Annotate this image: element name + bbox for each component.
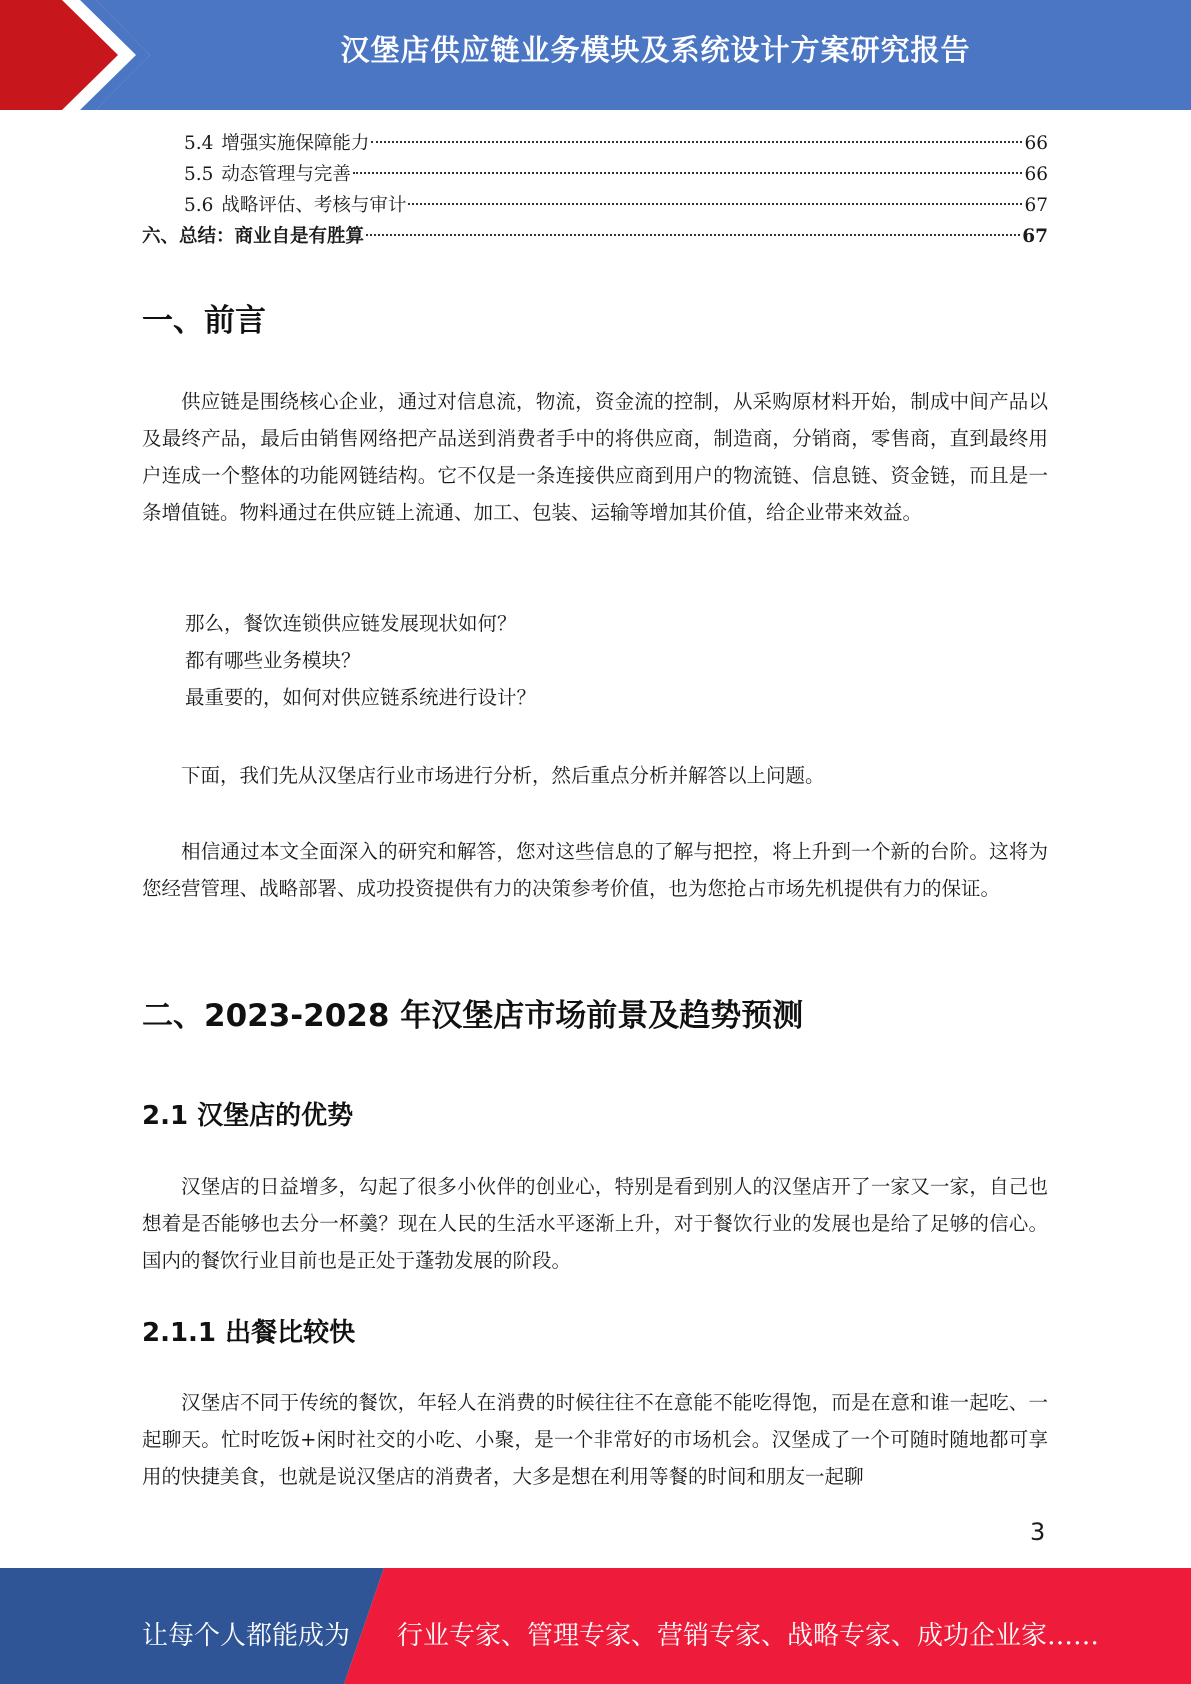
toc-entry-label: 动态管理与完善 [221, 164, 351, 185]
preface-paragraph-1: 供应链是围绕核心企业，通过对信息流，物流，资金流的控制，从采购原材料开始，制成中间产品以及最终产品，最后由销售网络把产品送到消费者手中的将供应商，制造商，分销商，零售商，直到最终用户连成一个整体的功能网链结构。它不仅是一条连接供应商到用户的物流链、信息链、资金链，而且是一条增值链。物料通过在供应链上流通、加工、包装、运输等增加其价值，给企业带来效益。 [142, 390, 1048, 524]
toc-leader-dots [371, 141, 1022, 143]
toc-entry-page: 67 [1022, 226, 1048, 247]
toc-entry[interactable] [142, 221, 1048, 252]
toc-leader-dots [408, 203, 1022, 205]
preface-paragraph-3: 相信通过本文全面深入的研究和解答，您对这些信息的了解与把控，将上升到一个新的台阶。这将为您经营管理、战略部署、成功投资提供有力的决策参考价值，也为您抢占市场先机提供有力的保证。 [142, 840, 1048, 900]
section-heading-preface: 一、前言 [142, 303, 266, 339]
toc-leader-dots [366, 234, 1020, 236]
table-of-contents [142, 128, 1048, 252]
header-band [0, 0, 1191, 110]
fast-serving-paragraph: 汉堡店不同于传统的餐饮，年轻人在消费的时候往往不在意能不能吃得饱，而是在意和谁一起吃、一起聊天。忙时吃饭+闲时社交的小吃、小聚，是一个非常好的市场机会。汉堡成了一个可随时随地都可享用的快捷美食，也就是说汉堡店的消费者，大多是想在利用等餐的时间和朋友一起聊 [142, 1391, 1048, 1488]
footer-band [0, 1568, 1191, 1684]
subsection-heading-advantages: 2.1 汉堡店的优势 [142, 1101, 354, 1131]
question-line: 那么，餐饮连锁供应链发展现状如何？ [185, 612, 517, 635]
toc-entry-label: 战略评估、考核与审计 [221, 195, 407, 216]
toc-entry-page: 66 [1024, 164, 1048, 185]
question-line: 最重要的，如何对供应链系统进行设计？ [185, 686, 537, 709]
advantages-paragraph: 汉堡店的日益增多，勾起了很多小伙伴的创业心，特别是看到别人的汉堡店开了一家又一家，自己也想着是否能够也去分一杯羹？现在人民的生活水平逐渐上升，对于餐饮行业的发展也是给了足够的信心。国内的餐饮行业目前也是正处于蓬勃发展的阶段。 [142, 1175, 1048, 1272]
footer-slogan-right: 行业专家、管理专家、营销专家、战略专家、成功企业家…… [397, 1621, 1100, 1651]
toc-entry[interactable] [142, 128, 1048, 159]
toc-entry[interactable] [142, 159, 1048, 190]
preface-paragraph-2: 下面，我们先从汉堡店行业市场进行分析，然后重点分析并解答以上问题。 [181, 764, 825, 787]
header-arrow-decoration [0, 0, 160, 110]
toc-entry-label: 增强实施保障能力 [221, 133, 370, 154]
toc-entry-label: 六、总结：商业自是有胜算 [142, 226, 365, 247]
toc-entry-number: 5.6 [184, 195, 214, 216]
toc-entry-number: 5.4 [184, 133, 214, 154]
toc-entry-page: 67 [1024, 195, 1048, 216]
question-line: 都有哪些业务模块？ [185, 649, 361, 672]
report-title: 汉堡店供应链业务模块及系统设计方案研究报告 [340, 33, 971, 67]
subsection-heading-fast-serving: 2.1.1 出餐比较快 [142, 1318, 356, 1348]
toc-entry-number: 5.5 [184, 164, 214, 185]
toc-entry[interactable] [142, 190, 1048, 221]
section-heading-market-outlook: 二、2023-2028 年汉堡店市场前景及趋势预测 [142, 998, 804, 1034]
toc-leader-dots [353, 172, 1023, 174]
toc-entry-page: 66 [1024, 133, 1048, 154]
page-number: 3 [1030, 1518, 1046, 1546]
footer-slogan-left: 让每个人都能成为 [142, 1621, 351, 1651]
